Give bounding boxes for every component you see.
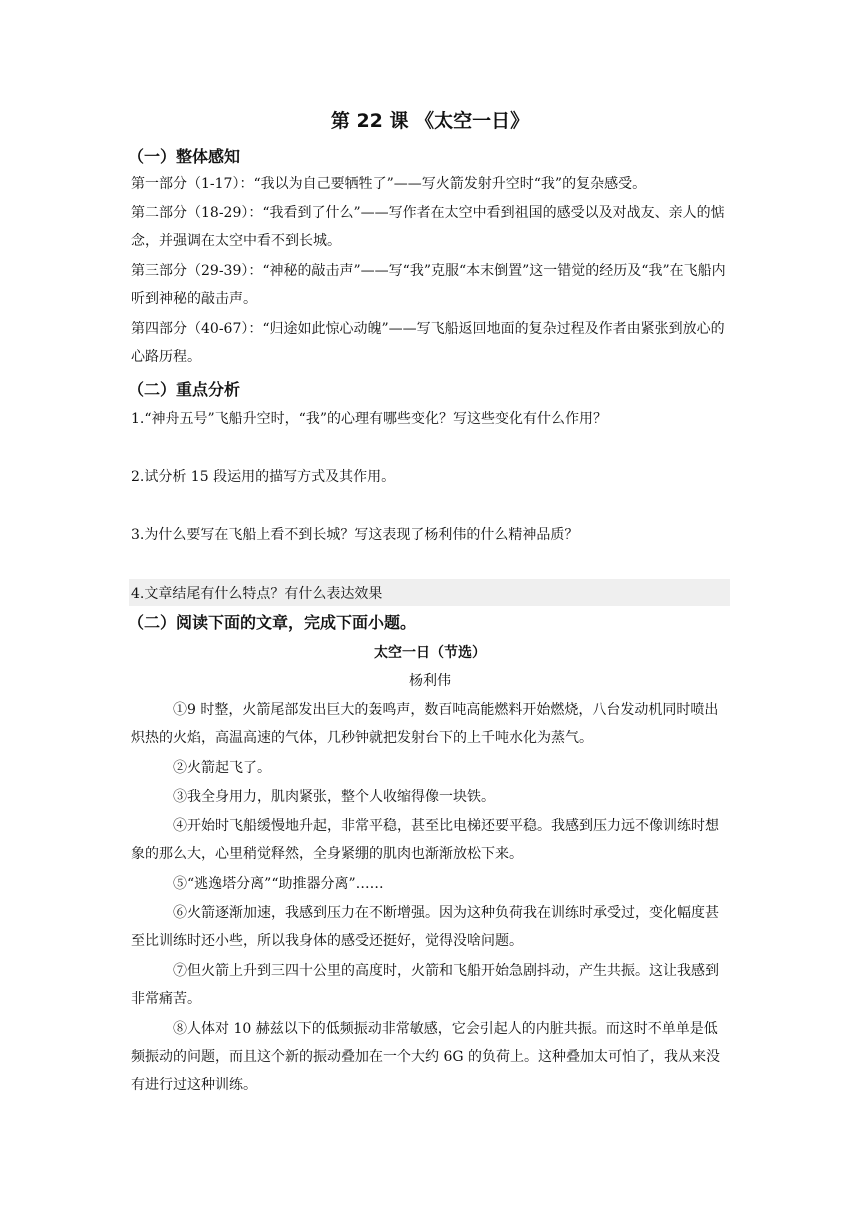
- question-1: 1.“神舟五号”飞船升空时，“我”的心理有哪些变化？写这些变化有什么作用？: [131, 411, 607, 427]
- article-paragraph-3: ③我全身用力，肌肉紧张，整个人收缩得像一块铁。: [173, 789, 495, 805]
- part-3-text: 第三部分（29-39）：“神秘的敲击声”——写“我”克服“本末倒置”这一错觉的经历及“我”在飞船内听到神秘的敲击声。: [131, 263, 726, 307]
- article-title: 太空一日（节选）: [374, 645, 486, 661]
- article-paragraph-6: ⑥火箭逐渐加速，我感到压力在不断增强。因为这种负荷我在训练时承受过，变化幅度甚至比训练时还小些，所以我身体的感受还挺好，觉得没啥问题。: [131, 905, 719, 949]
- part-1-text: 第一部分（1-17）：“我以为自己要牺牲了”——写火箭发射升空时“我”的复杂感受。: [131, 176, 647, 192]
- article-paragraph-5: ⑤“逃逸塔分离”“助推器分离”……: [173, 876, 384, 892]
- page-title: 第 22 课 《太空一日》: [330, 110, 530, 132]
- section-heading-analysis: （二）重点分析: [128, 380, 241, 399]
- section-heading-reading: （二）阅读下面的文章，完成下面小题。: [128, 613, 417, 632]
- article-paragraph-4: ④开始时飞船缓慢地升起，非常平稳，甚至比电梯还要平稳。我感到压力远不像训练时想象的那么大，心里稍觉释然，全身紧绷的肌肉也渐渐放松下来。: [131, 818, 719, 862]
- part-4-text: 第四部分（40-67）：“归途如此惊心动魄”——写飞船返回地面的复杂过程及作者由紧张到放心的心路历程。: [131, 321, 725, 365]
- article-paragraph-8: ⑧人体对 10 赫兹以下的低频振动非常敏感，它会引起人的内脏共振。而这时不单单是低频振动的问题，而且这个新的振动叠加在一个大约 6G 的负荷上。这种叠加太可怕了，我从来没有进行过这种训练。: [131, 1021, 720, 1093]
- article-paragraph-1: ①9 时整，火箭尾部发出巨大的轰鸣声，数百吨高能燃料开始燃烧，八台发动机同时喷出炽热的火焰，高温高速的气体，几秒钟就把发射台下的上千吨水化为蒸气。: [131, 702, 719, 746]
- question-2: 2.试分析 15 段运用的描写方式及其作用。: [131, 469, 396, 485]
- part-2-text: 第二部分（18-29）：“我看到了什么”——写作者在太空中看到祖国的感受以及对战友、亲人的惦念，并强调在太空中看不到长城。: [131, 205, 725, 249]
- article-paragraph-7: ⑦但火箭上升到三四十公里的高度时，火箭和飞船开始急剧抖动，产生共振。这让我感到非常痛苦。: [131, 963, 719, 1007]
- article-paragraph-2: ②火箭起飞了。: [173, 760, 271, 776]
- section-heading-overview: （一）整体感知: [128, 147, 241, 166]
- question-4: 4.文章结尾有什么特点？有什么表达效果: [131, 586, 383, 602]
- article-author: 杨利伟: [409, 673, 451, 689]
- question-3: 3.为什么要写在飞船上看不到长城？写这表现了杨利伟的什么精神品质？: [131, 527, 579, 543]
